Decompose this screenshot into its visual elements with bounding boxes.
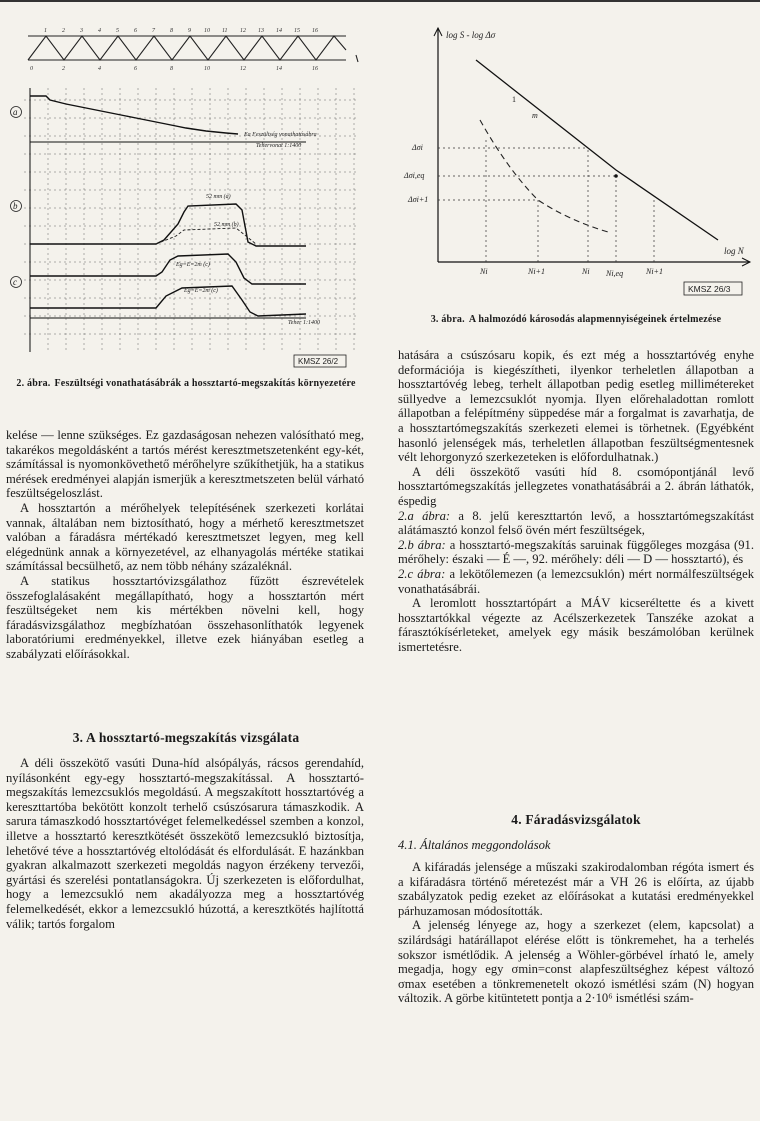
section-4-1-heading: 4.1. Általános meggondolások	[398, 838, 551, 852]
figure-3	[398, 0, 754, 312]
svg-text:a: a	[13, 107, 18, 117]
svg-text:7: 7	[152, 28, 155, 34]
legend-bottom: Teher 1:1400	[288, 320, 320, 326]
legend-panel-b1: 52 mm (a)	[206, 194, 231, 200]
svg-text:16: 16	[312, 28, 318, 34]
curve-label-1: 1	[512, 95, 516, 104]
svg-text:3: 3	[80, 28, 83, 34]
svg-text:10: 10	[204, 28, 210, 34]
svg-text:4: 4	[98, 28, 101, 34]
x-axis-label: log N	[724, 246, 744, 256]
fig2-badge: KMSZ 26/2	[298, 357, 339, 366]
x-tick-label: Ni	[480, 267, 488, 276]
fig3-badge: KMSZ 26/3	[688, 284, 731, 294]
curve-panel-c-2	[30, 286, 306, 316]
fig3-caption	[398, 314, 754, 326]
svg-text:14: 14	[276, 66, 282, 72]
paragraph: A jelenség lényege az, hogy a szerkezet (elem, kapcsolat) a szilárdsági határállapot elérése előtt is tönkremehet, ha a terhelés sokszor ismétlődik. A jelenség a Wöhler-görbével írható le, amely megadja, hogy egy σmin=const alapfeszültséghez képest változó σmax esetében a tönkremenetelt okozó ismétlési szám (N) hogyan változik. A görbe kitüntetett pontja a 2·10⁶ ismétlési szám-	[398, 918, 754, 1006]
svg-text:0: 0	[30, 66, 33, 72]
truss-drawing	[28, 36, 358, 62]
fig2-caption-num: 2. ábra.	[16, 378, 51, 389]
svg-text:2: 2	[62, 66, 65, 72]
legend-panel-b2: 52 mm (b)	[214, 222, 239, 228]
left-text-block	[6, 428, 364, 662]
fig-item-label: 2.b ábra:	[398, 537, 446, 552]
svg-text:16: 16	[312, 66, 318, 72]
svg-text:8: 8	[170, 28, 173, 34]
fig-item-a	[398, 509, 754, 538]
fig-item-c	[398, 567, 754, 596]
svg-text:c: c	[13, 277, 17, 287]
wohler-line	[476, 60, 718, 240]
legend-panel-a: Ea Feszültség vonathatásábra	[244, 132, 317, 138]
y-axis-label: log S - log Δσ	[446, 30, 496, 40]
section-4-text	[398, 860, 754, 1006]
x-tick-label: Ni+1	[646, 267, 663, 276]
svg-text:4: 4	[98, 66, 101, 72]
section-3-heading: 3. A hossztartó-megszakítás vizsgálata	[72, 730, 300, 745]
curve-label-m: m	[532, 111, 538, 120]
fig-item-label: 2.a ábra:	[398, 508, 451, 523]
section-3-text	[6, 756, 364, 931]
figure-2	[6, 0, 366, 372]
svg-text:6: 6	[134, 66, 137, 72]
svg-text:10: 10	[204, 66, 210, 72]
fig-item-text: a lekötőlemezen (a lemezcsuklón) mért normálfeszültségek vonathatásábrái.	[398, 566, 754, 596]
fig3-caption-text: A halmozódó károsodás alapmennyiségeinek értelmezése	[468, 314, 722, 325]
legend-panel-c1: Eg=E=2m (c)	[176, 262, 210, 268]
panel-labels	[11, 107, 22, 288]
paragraph: A leromlott hossztartópárt a MÁV kicseréltette és a kivett hossztartókkal végezte az Acélszerkezetek Tanszéke azokat a fárasztókísérleteket, amelyek egy másik beszámolóban kerülnek ismertetésre.	[398, 596, 754, 654]
svg-text:14: 14	[276, 28, 282, 34]
curve-panel-b-2	[156, 228, 256, 244]
legend-panel-a2: Tehervonat 1:1400	[256, 143, 302, 149]
y-tick-label: Δσi,eq	[404, 171, 425, 180]
svg-text:13: 13	[258, 28, 264, 34]
svg-text:2: 2	[62, 28, 65, 34]
svg-text:6: 6	[134, 28, 137, 34]
y-tick-label: Δσi	[412, 143, 423, 152]
fig2-caption-text: Feszültségi vonathatásábrák a hossztartó-megszakítás környezetére	[54, 378, 356, 389]
paragraph: A déli összekötő vasúti Duna-híd alsópályás, rácsos gerendahíd, nyílásonként egy-egy hossztartó-megszakítással. A hossztartó-megszakítás lemezcsuklós megoldású. A megszakított hossztartóvég a kereszttartóba bekötött konzolt terhelő csúszósarura támaszkodik. A sarura támaszkodó hossztartóvéget felemelkedéssel szemben a konzol, illetve a hossztartó keresztkötését összekötő lemezcsukló biztosítja, lehetővé téve a hossztartóvég eltolódását és elfordulását. E hazánkban gyakran alkalmazott szerkezeti megoldás nagyon érzékeny tervezői, gyártási és szerelési pontatlanságokra. Új szerkezeten is előfordulhat, hogy a lemezcsukló nem akadályozza meg a hossztartóvég felemelkedését, ekkor a lemezcsukló húzottá, a keresztkötés hajlítottá válik; tartós forgalom	[6, 756, 364, 931]
fig3-caption-num: 3. ábra.	[430, 314, 465, 325]
fig-item-text: a 8. jelű kereszttartón levő, a hossztartómegszakítást alátámasztó konzol felső övén mért feszültségek,	[398, 508, 754, 538]
svg-text:1: 1	[44, 28, 47, 34]
diagram-grid	[24, 88, 358, 350]
paragraph: A déli összekötő vasúti híd 8. csomópontjánál levő hossztartómegszakítás jellegzetes vonathatásábrái a 2. ábrán láthatók, éspedig	[398, 464, 754, 508]
section-4-heading: 4. Fáradásvizsgálatok	[511, 812, 641, 827]
svg-text:11: 11	[222, 28, 228, 34]
svg-text:15: 15	[294, 28, 300, 34]
curve-panel-b-1	[30, 204, 306, 246]
svg-text:8: 8	[170, 66, 173, 72]
y-tick-label: Δσi+1	[408, 195, 429, 204]
paragraph: kelése — lenne szükséges. Ez gazdaságosan nehezen valósítható meg, takarékos megoldásként a tartós mérést keresztmetszetenként egy-két, számítással is nyomonkövethető mérőhelyre szűkíthetjük, ha a statikus mérések eredményei alapján ismerjük a keresztmetszeten belül várható feszültségeloszlást.	[6, 428, 364, 501]
curve-panel-a	[30, 96, 238, 134]
x-tick-label: Ni,eq	[606, 269, 624, 278]
x-tick-label: Ni+1	[528, 267, 545, 276]
paragraph: hatására a csúszósaru kopik, és ezt még a hossztartóvég enyhe deformációja is kiegészítheti, ilyenkor terheletlen állapotban a hossztartóvég lebeg, terhelt állapotban pedig esetleg millimétereket süllyedve a lemezcsuklót nyomja. Ilyen előrehaladottan romlott állapotban a felépítmény süppedése már a forgalmat is zavarhatja, de a hossztartómegszakítás szerkezeti elemei is törhetnek. (Egyébként hasonló jelenségek más, terheletlen állapotban feszültségmentesnek vélt lehorgonyzó szerkezeteken is előfordulhatnak.)	[398, 348, 754, 465]
svg-text:9: 9	[188, 28, 191, 34]
curve-panel-c-1	[30, 254, 306, 284]
fig2-caption	[6, 378, 366, 390]
paragraph: A hossztartón a mérőhelyek telepítésének szerkezeti korlátai vannak, általában nem biztosítható, hogy a mérhető keresztmetszet valóban a fáradásra mértékadó keresztmetszet legyen, meg kell elégednünk annak a környezetével, az elhanyagolás mértéke statikai számítással becsülhető, az nem több néhány százaléknál.	[6, 500, 364, 574]
paragraph: A kifáradás jelensége a műszaki szakirodalomban régóta ismert és a kifáradásra történő méretezést már a VH 26 is előírta, az újabb szabályzatok pedig ezeket az előírásokat a kutatási eredményekkel párhuzamosan módosították.	[398, 860, 754, 918]
fig-item-b	[398, 538, 754, 567]
reference-lines	[438, 140, 654, 262]
fig-item-label: 2.c ábra:	[398, 566, 446, 581]
svg-text:5: 5	[116, 28, 119, 34]
svg-text:b: b	[13, 201, 18, 211]
paragraph: A statikus hossztartóvizsgálathoz fűzött észrevételek összefoglalásaként megállapítható, hogy a hossztartón mért feszültségeket nem kis mértékben növelni kell, hogy fáradásvizsgálathoz megbízhatóan összehasonlíthatók legyenek laboratóriumi eredményekkel, illetve ezek hiányában esetleg a szabályzati előírásokkal.	[6, 573, 364, 661]
fig-item-text: a hossztartó-megszakítás saruinak függőleges mozgása (91. mérőhely: északi — É —, 92. mérőhely: déli — D — hossztartó), és	[398, 537, 754, 567]
right-text-block	[398, 348, 754, 654]
svg-text:12: 12	[240, 28, 246, 34]
x-tick-label: Ni	[582, 267, 590, 276]
legend-panel-c2: Eg=E=2m (c)	[184, 288, 218, 294]
svg-text:12: 12	[240, 66, 246, 72]
